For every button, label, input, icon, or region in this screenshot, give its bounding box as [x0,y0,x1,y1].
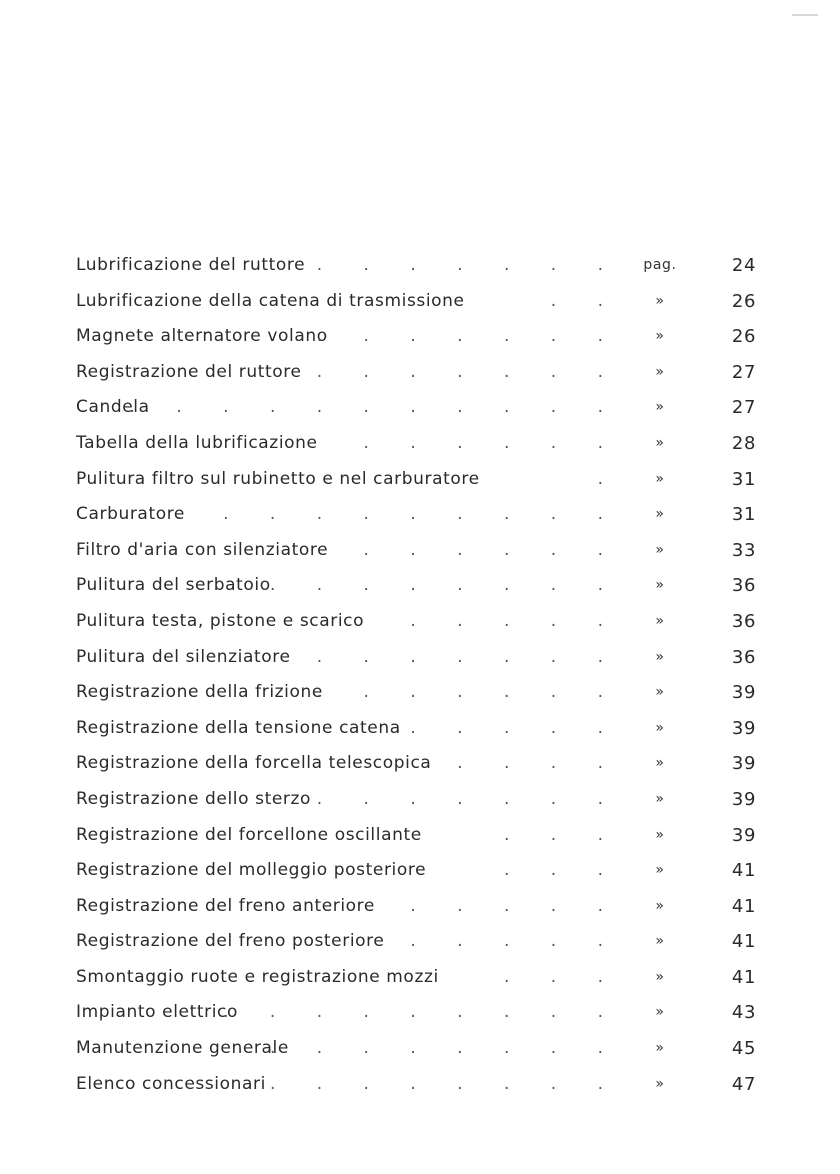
toc-entry [76,390,756,426]
dot-leader: . . . . . . . . . . . [129,397,621,418]
toc-entry [76,853,756,889]
toc-entry-title: Registrazione della frizione [76,682,323,703]
toc-entry [76,924,756,960]
toc-entry-ref: » [655,862,665,879]
dot-leader: . . . . . . [363,432,621,453]
toc-entry-page: 47 [731,1073,756,1095]
dot-leader: . . . . . . . [316,682,621,703]
toc-entry-ref: » [655,328,665,345]
toc-entry-ref: » [655,434,665,451]
toc-entry-title: Pulitura del silenziatore [76,646,291,667]
toc-entry [76,995,756,1031]
dot-leader: . . . . . . . . [269,575,621,596]
toc-entry-page: 36 [731,610,756,632]
dot-leader: . . . . . [410,610,621,631]
toc-entry-page: 41 [731,931,756,953]
toc-entry [76,248,756,284]
toc-entry-ref: » [655,541,665,558]
toc-entry [76,675,756,711]
toc-entry-title: Impianto elettrico [76,1002,238,1023]
dot-leader: . . . [503,966,621,987]
toc-entry [76,533,756,569]
toc-entry-page: 26 [731,326,756,348]
toc-entry [76,782,756,818]
dot-leader: . [597,468,621,489]
toc-entry-ref: pag. [643,257,677,273]
toc-entry-ref: » [655,1040,665,1057]
toc-entry-title: Tabella della lubrificazione [76,432,318,453]
toc-entry-title: Pulitura filtro sul rubinetto e nel carburatore [76,468,480,489]
table-of-contents [76,248,756,1102]
toc-entry-page: 31 [731,504,756,526]
toc-entry-title: Registrazione dello sterzo [76,788,312,809]
toc-entry-title: Lubrificazione del ruttore [76,255,306,275]
toc-entry-title: Candela [76,397,150,418]
dot-leader: . . . . . [410,717,621,738]
toc-entry-title: Registrazione del freno anteriore [76,895,375,916]
toc-entry-ref: » [655,506,665,523]
toc-entry [76,960,756,996]
dot-leader: . . . . . [410,895,621,916]
toc-entry-ref: » [655,470,665,487]
toc-entry [76,711,756,747]
toc-entry-page: 27 [731,361,756,383]
dot-leader: . . . . . . . . [269,1038,621,1059]
dot-leader: . . . . . . . . [269,1073,621,1094]
toc-entry-page: 28 [731,432,756,454]
toc-entry-title: Registrazione della forcella telescopica [76,753,432,774]
toc-entry-page: 27 [731,397,756,419]
toc-entry-title: Smontaggio ruote e registrazione mozzi [76,966,439,987]
toc-entry [76,284,756,320]
toc-entry-page: 39 [731,753,756,775]
toc-entry [76,1031,756,1067]
toc-entry-ref: » [655,399,665,416]
toc-entry-ref: » [655,684,665,701]
dot-leader: . . . . . . . [316,361,621,382]
toc-entry [76,640,756,676]
toc-entry-page: 41 [731,966,756,988]
dot-leader: . . . [503,824,621,845]
toc-entry-ref: » [655,897,665,914]
toc-entry-ref: » [655,612,665,629]
toc-entry-ref: » [655,968,665,985]
toc-entry-ref: » [655,790,665,807]
toc-entry-ref: » [655,648,665,665]
toc-entry-ref: » [655,577,665,594]
toc-entry-page: 41 [731,895,756,917]
toc-entry [76,355,756,391]
toc-entry [76,1067,756,1103]
toc-entry [76,746,756,782]
toc-entry [76,462,756,498]
toc-entry-title: Registrazione del freno posteriore [76,931,385,952]
dot-leader: . . . . . . . . . [223,1002,621,1023]
toc-entry-ref: » [655,1004,665,1021]
toc-entry-ref: » [655,1075,665,1092]
toc-entry [76,319,756,355]
dot-leader: . . . . [457,753,621,774]
toc-entry-title: Pulitura del serbatoio [76,575,271,596]
scan-mark [792,14,818,16]
dot-leader: . . . . . . . [316,646,621,667]
toc-entry-ref: » [655,826,665,843]
dot-leader: . . . . . . . [316,326,621,347]
toc-entry-page: 36 [731,646,756,668]
toc-entry-page: 41 [731,860,756,882]
toc-entry-page: 39 [731,682,756,704]
dot-leader: . . [550,290,621,311]
toc-entry-title: Filtro d'aria con silenziatore [76,539,329,560]
toc-entry [76,497,756,533]
dot-leader: . . . [503,860,621,881]
dot-leader: . . . . . . [363,539,621,560]
toc-entry [76,818,756,854]
toc-entry-title: Carburatore [76,504,185,525]
toc-entry-ref: » [655,292,665,309]
dot-leader: . . . . . . . [316,788,621,809]
toc-entry-title: Elenco concessionari [76,1073,266,1094]
toc-entry-page: 36 [731,575,756,597]
toc-entry-ref: » [655,933,665,950]
toc-entry-ref: » [655,719,665,736]
dot-leader: . . . . . . . . . . [176,504,621,525]
toc-entry-ref: » [655,755,665,772]
toc-entry [76,426,756,462]
toc-entry-page: 39 [731,788,756,810]
toc-entry-ref: » [655,363,665,380]
toc-entry-page: 24 [731,255,756,276]
toc-entry-title: Manutenzione generale [76,1038,289,1059]
toc-entry-page: 39 [731,824,756,846]
toc-entry-title: Pulitura testa, pistone e scarico [76,610,365,631]
toc-entry-page: 31 [731,468,756,490]
toc-entry-title: Magnete alternatore volano [76,326,328,347]
toc-entry-page: 39 [731,717,756,739]
toc-entry-title: Registrazione del forcellone oscillante [76,824,422,845]
toc-entry-title: Lubrificazione della catena di trasmissione [76,290,465,311]
toc-entry-title: Registrazione del molleggio posteriore [76,860,427,881]
dot-leader: . . . . . . . [316,255,621,275]
toc-entry [76,604,756,640]
toc-entry-title: Registrazione della tensione catena [76,717,401,738]
dot-leader: . . . . . [410,931,621,952]
toc-entry [76,889,756,925]
toc-entry-page: 33 [731,539,756,561]
toc-entry-page: 45 [731,1038,756,1060]
toc-entry-page: 43 [731,1002,756,1024]
toc-entry-title: Registrazione del ruttore [76,361,302,382]
toc-entry-page: 26 [731,290,756,312]
toc-entry [76,568,756,604]
